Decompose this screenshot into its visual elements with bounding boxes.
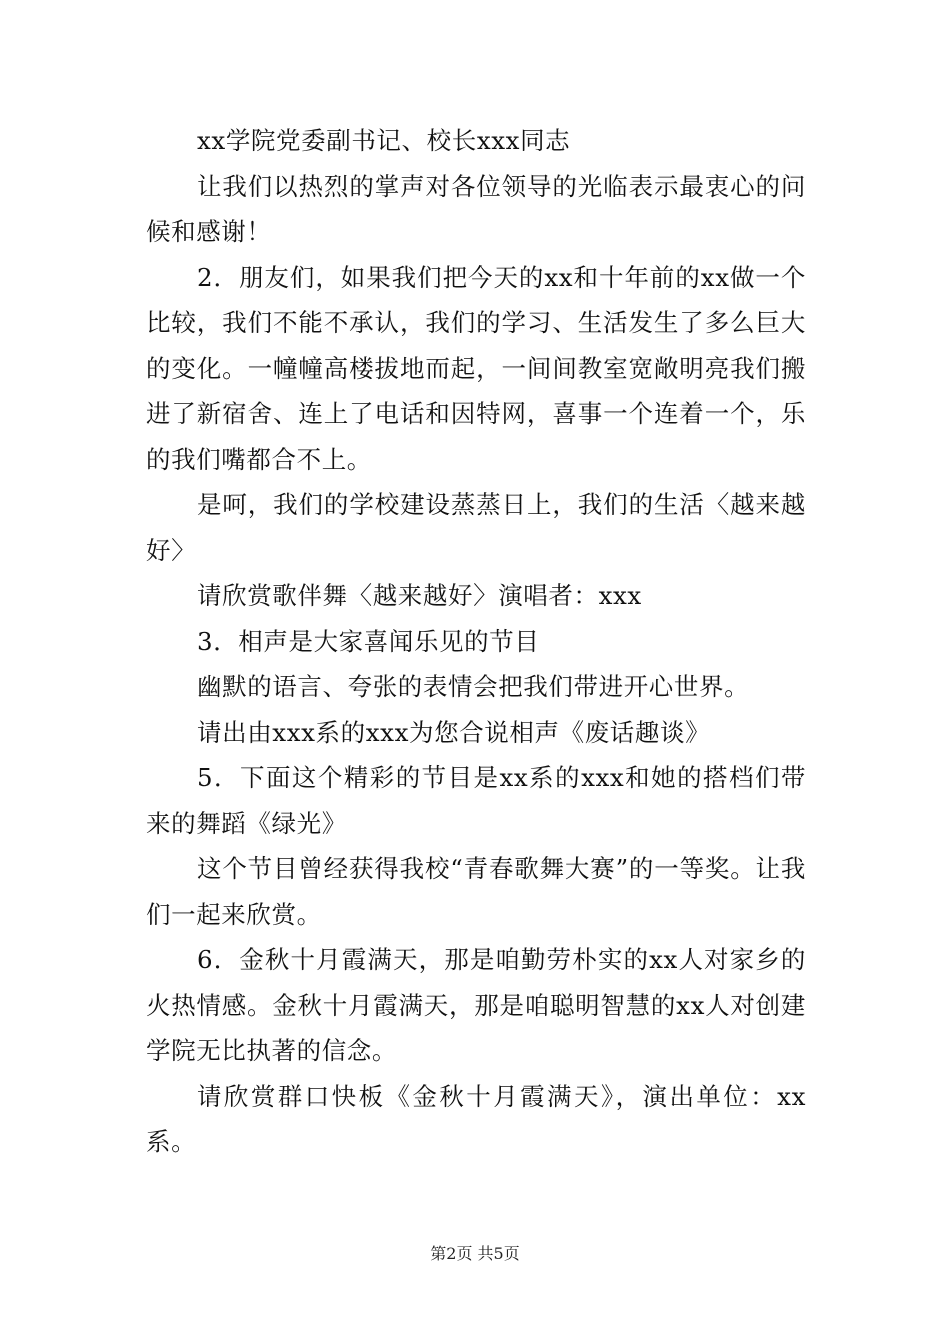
paragraph: 请欣赏群口快板《金秋十月霞满天》，演出单位：xx系。 xyxy=(146,1081,806,1156)
page-number-footer: 第2页 共5页 xyxy=(430,1244,520,1263)
paragraph: 6．金秋十月霞满天，那是咱勤劳朴实的xx人对家乡的火热情感。金秋十月霞满天，那是咱聪明智慧的xx人对创建学院无比执著的信念。 xyxy=(146,945,806,1065)
paragraph: 让我们以热烈的掌声对各位领导的光临表示最衷心的问候和感谢！ xyxy=(146,171,806,246)
paragraph: 5．下面这个精彩的节目是xx系的xxx和她的搭档们带来的舞蹈《绿光》 xyxy=(146,763,806,838)
paragraph: 是呵，我们的学校建设蒸蒸日上，我们的生活〈越来越好〉 xyxy=(146,490,806,565)
paragraph: 这个节目曾经获得我校“青春歌舞大赛”的一等奖。让我们一起来欣赏。 xyxy=(146,854,806,929)
paragraph: xx学院党委副书记、校长xxx同志 xyxy=(197,126,571,155)
document-body xyxy=(146,118,806,1165)
paragraph: 幽默的语言、夸张的表情会把我们带进开心世界。 xyxy=(197,672,750,701)
paragraph: 2．朋友们，如果我们把今天的xx和十年前的xx做一个比较，我们不能不承认，我们的学习、生活发生了多么巨大的变化。一幢幢高楼拔地而起，一间间教室宽敞明亮我们搬进了新宿舍、连上了电话和因特网，喜事一个连着一个，乐的我们嘴都合不上。 xyxy=(146,262,806,474)
paragraph: 请欣赏歌伴舞〈越来越好〉演唱者：xxx xyxy=(197,581,642,610)
paragraph: 请出由xxx系的xxx为您合说相声《废话趣谈》 xyxy=(197,717,711,747)
paragraph: 3．相声是大家喜闻乐见的节目 xyxy=(197,626,540,656)
